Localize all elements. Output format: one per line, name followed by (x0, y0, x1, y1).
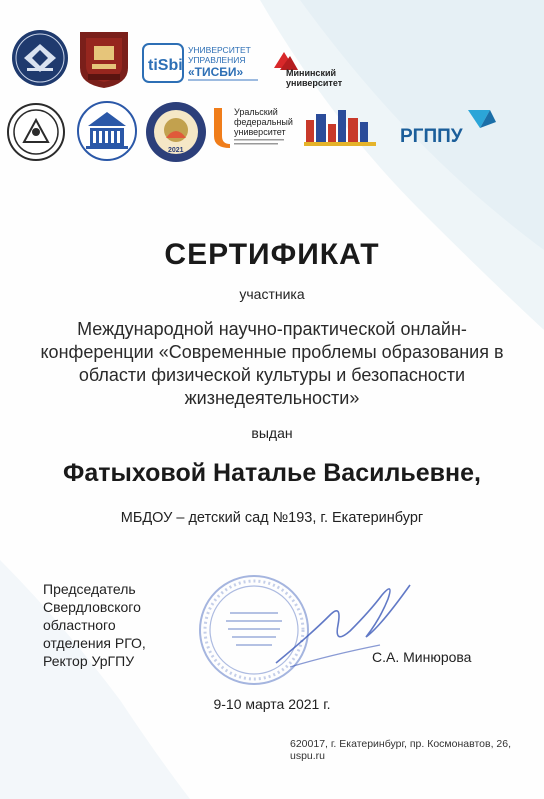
signer-line: отделения РГО, (43, 635, 146, 651)
conference-line: жизнедеятельности» (184, 388, 360, 408)
recipient-organization: МБДОУ – детский сад №193, г. Екатеринбург (120, 510, 424, 526)
conference-name (40, 318, 504, 410)
conference-line: Международной научно-практической онлайн- (77, 319, 467, 339)
mininsky-line1: Мининский (286, 68, 337, 78)
mininsky-logo (270, 46, 358, 93)
tisbi-line2: УПРАВЛЕНИЯ (188, 55, 246, 65)
issued-label: выдан (251, 425, 293, 441)
urfu-line1: Уральский (234, 107, 278, 117)
tisbi-line1: УНИВЕРСИТЕТ (188, 45, 251, 55)
uspu-logo (10, 28, 70, 93)
event-date: 9-10 марта 2021 г. (213, 696, 331, 712)
urfu-line3: университет (234, 127, 286, 137)
address: 620017, г. Екатеринбург, пр. Космонавтов, 26, uspu.ru (290, 738, 512, 762)
signer-title (43, 580, 146, 670)
recipient-name: Фатыховой Наталье Васильевне, (63, 459, 481, 487)
building-logo (74, 100, 140, 167)
signer-line: Председатель (43, 581, 136, 597)
tisbi-mark: tiSbi (148, 57, 183, 74)
rgppu-logo (398, 108, 498, 153)
tisbi-logo (142, 42, 262, 91)
conference-line: конференции «Современные проблемы образования в (40, 342, 504, 362)
city-skyline-logo (302, 106, 380, 155)
shield-logo (78, 30, 130, 95)
mininsky-line2: университет (286, 78, 343, 88)
tisbi-line3: «ТИСБИ» (188, 65, 244, 79)
certificate-subtitle: участника (239, 286, 305, 302)
round-seal-logo (144, 100, 208, 169)
certificate-title: СЕРТИФИКАТ (164, 238, 380, 271)
rgppu-text: РГППУ (400, 126, 463, 147)
urfu-line2: федеральный (234, 117, 293, 127)
urfu-logo (212, 104, 304, 155)
signer-line: Свердловского (43, 599, 141, 615)
signer-name: С.А. Минюрова (372, 649, 472, 665)
seal-year: 2021 (168, 147, 184, 154)
conference-line: области физической культуры и безопасности (78, 365, 466, 385)
university-emblem-logo (6, 102, 66, 167)
signer-line: областного (43, 617, 116, 633)
signer-line: Ректор УрГПУ (43, 653, 135, 669)
